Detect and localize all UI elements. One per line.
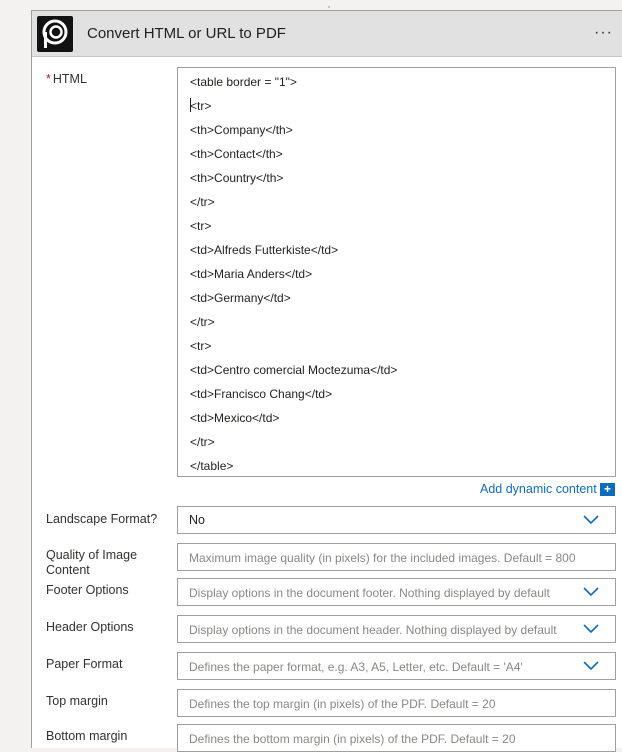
chevron-down-icon[interactable] [583, 624, 599, 634]
html-line: <tr> [190, 339, 212, 353]
top-marker [328, 6, 330, 8]
bottom-margin-placeholder: Defines the bottom margin (in pixels) of the PDF. Default = 20 [189, 732, 516, 746]
quality-label: Quality of Image Content [46, 548, 138, 577]
chevron-down-icon[interactable] [583, 587, 599, 597]
bottom-margin-label: Bottom margin [46, 729, 128, 743]
html-line: <td>Germany</td> [190, 291, 291, 305]
html-input[interactable] [177, 67, 616, 477]
top-margin-placeholder: Defines the top margin (in pixels) of the PDF. Default = 20 [189, 697, 496, 711]
add-dynamic-content-icon[interactable]: + [600, 483, 615, 496]
footer-placeholder: Display options in the document footer. Nothing displayed by default [189, 586, 550, 600]
action-card [31, 10, 622, 748]
paper-format-placeholder: Defines the paper format, e.g. A3, A5, Letter, etc. Default = 'A4' [189, 660, 523, 674]
html-line: </tr> [190, 315, 215, 329]
action-header[interactable] [32, 11, 622, 57]
footer-label: Footer Options [46, 583, 129, 597]
more-options-icon[interactable]: ··· [594, 24, 613, 41]
html-line: <tr> [190, 219, 212, 233]
html-line: <tr> [190, 99, 212, 113]
landscape-value: No [189, 513, 205, 527]
html-line: </table> [190, 459, 234, 473]
top-margin-input[interactable] [177, 689, 616, 717]
landscape-dropdown[interactable] [177, 506, 616, 534]
html-line: <td>Maria Anders</td> [190, 267, 313, 281]
add-dynamic-content-link[interactable]: Add dynamic content [480, 482, 597, 496]
html-line: <td>Mexico</td> [190, 411, 280, 425]
html-line: </tr> [190, 435, 215, 449]
html-line: <th>Company</th> [190, 123, 293, 137]
plumsail-logo-icon [37, 16, 73, 52]
html-line: <td>Alfreds Futterkiste</td> [190, 243, 339, 257]
header-options-dropdown[interactable] [177, 615, 616, 643]
quality-input[interactable] [177, 543, 616, 571]
required-marker: * [46, 72, 51, 86]
landscape-label: Landscape Format? [46, 512, 158, 526]
header-options-placeholder: Display options in the document header. Nothing displayed by default [189, 623, 557, 637]
footer-dropdown[interactable] [177, 578, 616, 606]
html-line: <th>Contact</th> [190, 147, 283, 161]
chevron-down-icon[interactable] [583, 661, 599, 671]
paper-format-label: Paper Format [46, 657, 123, 671]
html-line: <td>Centro comercial Moctezuma</td> [190, 363, 398, 377]
header-options-label: Header Options [46, 620, 134, 634]
html-line: <td>Francisco Chang</td> [190, 387, 333, 401]
action-title: Convert HTML or URL to PDF [87, 25, 286, 42]
quality-placeholder: Maximum image quality (in pixels) for the included images. Default = 800 [189, 551, 576, 565]
html-label: * HTML [46, 72, 87, 86]
html-line: <table border = "1"> [190, 75, 297, 89]
top-margin-label: Top margin [46, 694, 108, 708]
paper-format-dropdown[interactable] [177, 652, 616, 680]
chevron-down-icon[interactable] [583, 515, 599, 525]
html-line: <th>Country</th> [190, 171, 284, 185]
html-line: </tr> [190, 195, 215, 209]
